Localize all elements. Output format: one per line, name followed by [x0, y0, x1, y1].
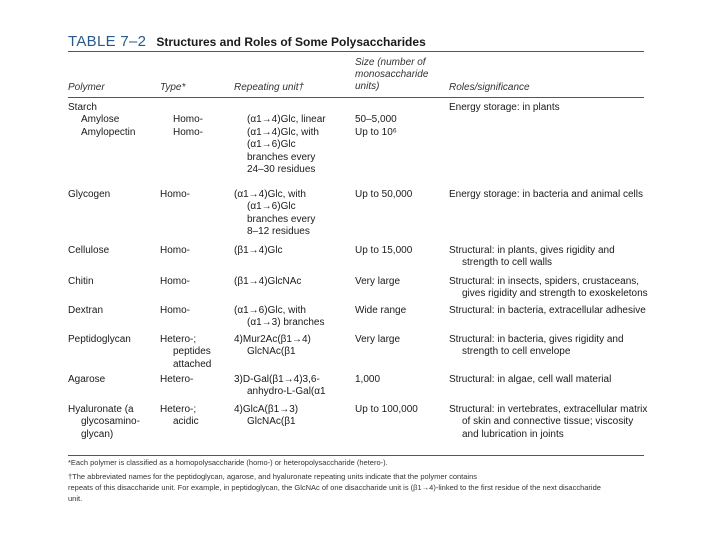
cell-unit: 8–12 residues — [247, 226, 310, 238]
cell-roles: strength to cell walls — [462, 257, 553, 269]
cell-roles: Structural: in bacteria, gives rigidity and — [449, 334, 624, 345]
cell-unit: (α1→6)Glc — [247, 201, 296, 213]
cell-size: 1,000 — [355, 374, 381, 385]
bottom-rule — [68, 455, 644, 456]
cell-polymer: Glycogen — [68, 189, 111, 200]
cell-size: Up to 15,000 — [355, 245, 413, 256]
header-type: Type* — [160, 82, 186, 93]
cell-type: Hetero- — [160, 374, 194, 385]
table-number: TABLE 7–2 — [68, 33, 147, 50]
cell-polymer: Dextran — [68, 305, 104, 316]
cell-type: Hetero-; — [160, 334, 197, 345]
cell-unit: 4)GlcA(β1→3) — [234, 404, 299, 415]
cell-roles: gives rigidity and strength to exoskeletons — [462, 288, 648, 300]
cell-unit: (α1→3) branches — [247, 317, 325, 329]
cell-roles: of skin and connective tissue; viscosity — [462, 416, 634, 428]
cell-type: Homo- — [160, 305, 191, 316]
cell-unit: (α1→4)Glc, with — [247, 126, 319, 138]
footnote-line: *Each polymer is classified as a homopolysaccharide (homo-) or heteropolysaccharide (hetero-). — [68, 458, 388, 467]
cell-polymer: Chitin — [68, 276, 94, 287]
cell-unit: branches every — [247, 213, 316, 225]
cell-size: Wide range — [355, 305, 407, 316]
header-size — [355, 57, 428, 93]
header-size-line: monosaccharide — [355, 69, 429, 80]
footnote-line: †The abbreviated names for the peptidoglycan, agarose, and hyaluronate repeating units indicate that the polymer contains — [68, 472, 478, 481]
cell-roles: Energy storage: in plants — [449, 102, 560, 113]
cell-unit: anhydro-L-Gal(α1 — [247, 386, 326, 398]
cell-size: 50–5,000 — [355, 114, 397, 126]
cell-type: Homo- — [160, 245, 191, 256]
table-title-row — [68, 33, 426, 51]
cell-type: peptides — [173, 346, 211, 358]
header-rule — [68, 97, 644, 98]
cell-size: Very large — [355, 334, 401, 345]
cell-unit: 4)Mur2Ac(β1→4) — [234, 334, 311, 345]
cell-type: acidic — [173, 416, 199, 428]
cell-roles: Energy storage: in bacteria and animal cells — [449, 189, 643, 200]
cell-unit: GlcNAc(β1 — [247, 416, 296, 428]
cell-roles: Structural: in insects, spiders, crustaceans, — [449, 276, 640, 287]
cell-polymer: glycosamino- — [81, 416, 140, 428]
cell-unit: (α1→4)Glc, linear — [247, 114, 326, 126]
cell-type: attached — [173, 358, 212, 370]
cell-unit: (α1→6)Glc — [247, 139, 296, 151]
header-size-line: units) — [355, 81, 380, 92]
header-size-line: Size (number of — [355, 57, 426, 68]
cell-type: Homo- — [160, 189, 191, 200]
cell-unit: 3)D-Gal(β1→4)3,6- — [234, 374, 320, 385]
cell-polymer: Agarose — [68, 374, 106, 385]
header-roles: Roles/significance — [449, 82, 530, 93]
footnote-line: unit. — [68, 494, 83, 503]
cell-polymer: Cellulose — [68, 245, 110, 256]
footnote-line: repeats of this disaccharide unit. For example, in peptidoglycan, the GlcNAc of one disaccharide unit is (β1→4)-linked to the first residue of the next disaccharide — [68, 483, 601, 492]
cell-polymer: Amylose — [81, 114, 120, 126]
cell-roles: Structural: in algae, cell wall material — [449, 374, 612, 385]
cell-type: Homo- — [173, 114, 204, 126]
cell-polymer: Peptidoglycan — [68, 334, 131, 345]
cell-polymer: glycan) — [81, 428, 114, 440]
cell-type: Hetero-; — [160, 404, 197, 415]
cell-unit: branches every — [247, 151, 316, 163]
cell-unit: GlcNAc(β1 — [247, 346, 296, 358]
cell-unit: (β1→4)Glc — [234, 245, 283, 256]
cell-unit: (β1→4)GlcNAc — [234, 276, 302, 287]
cell-polymer: Hyaluronate (a — [68, 404, 134, 415]
cell-unit: (α1→4)Glc, with — [234, 189, 306, 200]
cell-polymer: Starch — [68, 102, 97, 113]
header-polymer: Polymer — [68, 82, 105, 93]
cell-roles: strength to cell envelope — [462, 346, 571, 358]
cell-type: Homo- — [173, 126, 204, 138]
cell-roles: Structural: in vertebrates, extracellular matrix — [449, 404, 648, 415]
cell-roles: and lubrication in joints — [462, 428, 564, 440]
cell-size: Up to 10⁶ — [355, 126, 397, 138]
cell-unit: 24–30 residues — [247, 164, 316, 175]
cell-size: Up to 100,000 — [355, 404, 418, 415]
cell-roles: Structural: in bacteria, extracellular adhesive — [449, 305, 646, 316]
cell-size: Up to 50,000 — [355, 189, 413, 200]
cell-unit: (α1→6)Glc, with — [234, 305, 306, 316]
top-rule — [68, 51, 644, 52]
cell-roles: Structural: in plants, gives rigidity and — [449, 245, 615, 256]
cell-size: Very large — [355, 276, 401, 287]
cell-polymer: Amylopectin — [81, 126, 136, 138]
table-title: Structures and Roles of Some Polysaccharides — [156, 35, 426, 49]
header-repeating-unit: Repeating unit† — [234, 82, 305, 93]
cell-type: Homo- — [160, 276, 191, 287]
